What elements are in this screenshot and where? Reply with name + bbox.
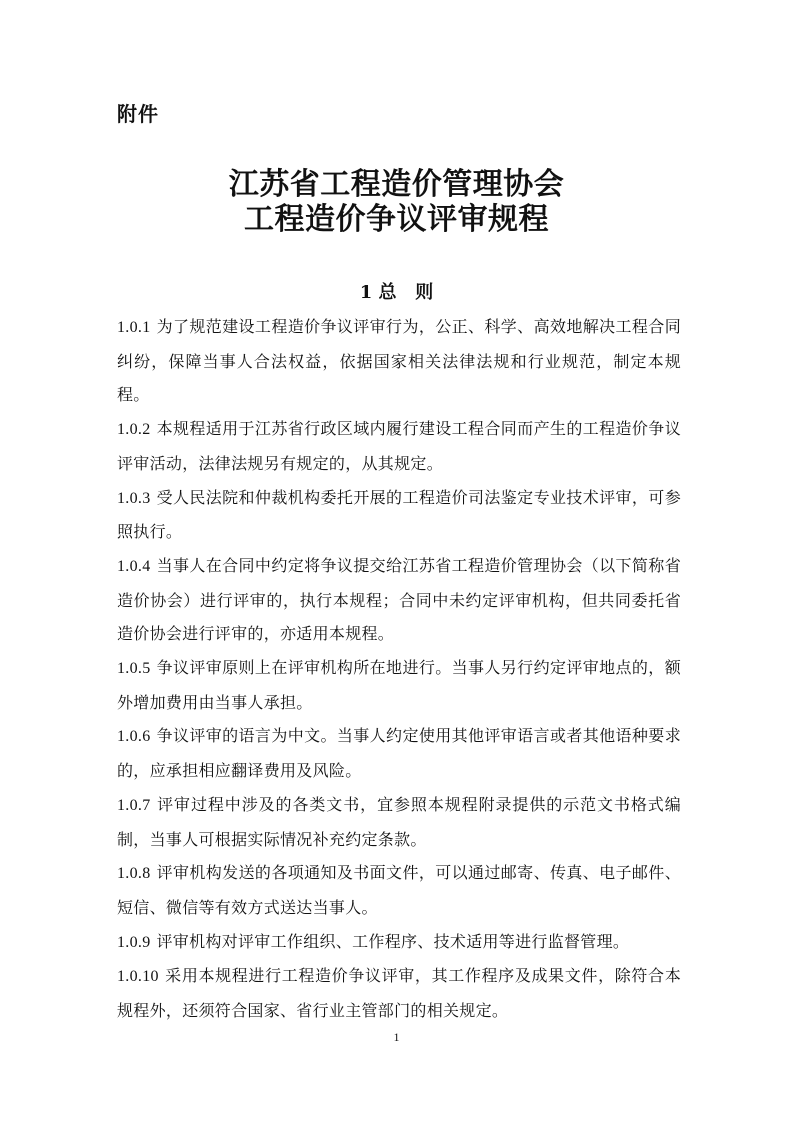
clause-1-0-1 (117, 310, 681, 412)
clause-number: 1.0.5 (117, 660, 151, 678)
clause-number: 1.0.6 (117, 728, 151, 746)
document-title-line-1: 江苏省工程造价管理协会 (228, 167, 565, 202)
clause-text: 评审机构对评审工作组织、工作程序、技术适用等进行监督管理。 (156, 931, 630, 951)
clause-1-0-8 (117, 856, 681, 924)
clause-1-0-6 (117, 719, 681, 787)
clause-text: 本规程适用于江苏省行政区域内履行建设工程合同而产生的工程造价争议评审活动，法律法规另有规定的，从其规定。 (117, 419, 681, 473)
clause-text: 争议评审原则上在评审机构所在地进行。当事人另行约定评审地点的，额外增加费用由当事人承担。 (117, 658, 681, 712)
chapter-heading: 1 总 则 (359, 282, 434, 303)
clause-text: 采用本规程进行工程造价争议评审，其工作程序及成果文件，除符合本规程外，还须符合国家、省行业主管部门的相关规定。 (117, 966, 681, 1021)
clause-text: 评审过程中涉及的各类文书，宜参照本规程附录提供的示范文书格式编制，当事人可根据实际情况补充约定条款。 (117, 794, 681, 849)
clause-number: 1.0.7 (117, 796, 151, 814)
clause-number: 1.0.4 (117, 557, 151, 575)
clause-1-0-9 (117, 925, 681, 960)
clause-1-0-3 (117, 481, 681, 549)
clause-text: 当事人在合同中约定将争议提交给江苏省工程造价管理协会（以下简称省造价协会）进行评审的，执行本规程；合同中未约定评审机构，但共同委托省造价协会进行评审的，亦适用本规程。 (117, 555, 681, 644)
document-title-line-2: 工程造价争议评审规程 (244, 202, 549, 237)
clause-text: 为了规范建设工程造价争议评审行为，公正、科学、高效地解决工程合同纠纷，保障当事人合法权益，依据国家相关法律法规和行业规范，制定本规程。 (117, 317, 681, 405)
clause-1-0-7 (117, 788, 681, 856)
clause-1-0-5 (117, 651, 681, 719)
page-number: 1 (393, 1030, 400, 1044)
clause-number: 1.0.8 (117, 865, 151, 883)
clause-1-0-4 (117, 549, 681, 651)
clause-1-0-2 (117, 412, 681, 480)
clause-list (117, 310, 681, 1028)
clause-text: 受人民法院和仲裁机构委托开展的工程造价司法鉴定专业技术评审，可参照执行。 (117, 487, 681, 542)
attachment-label: 附件 (117, 102, 159, 126)
clause-number: 1.0.3 (117, 489, 151, 507)
clause-number: 1.0.10 (117, 968, 159, 986)
clause-number: 1.0.1 (117, 319, 151, 336)
clause-number: 1.0.9 (117, 933, 151, 951)
clause-number: 1.0.2 (117, 421, 151, 439)
clause-1-0-10 (117, 959, 681, 1027)
clause-text: 争议评审的语言为中文。当事人约定使用其他评审语言或者其他语种要求的，应承担相应翻译费用及风险。 (117, 726, 681, 781)
clause-text: 评审机构发送的各项通知及书面文件，可以通过邮寄、传真、电子邮件、短信、微信等有效方式送达当事人。 (117, 863, 681, 917)
